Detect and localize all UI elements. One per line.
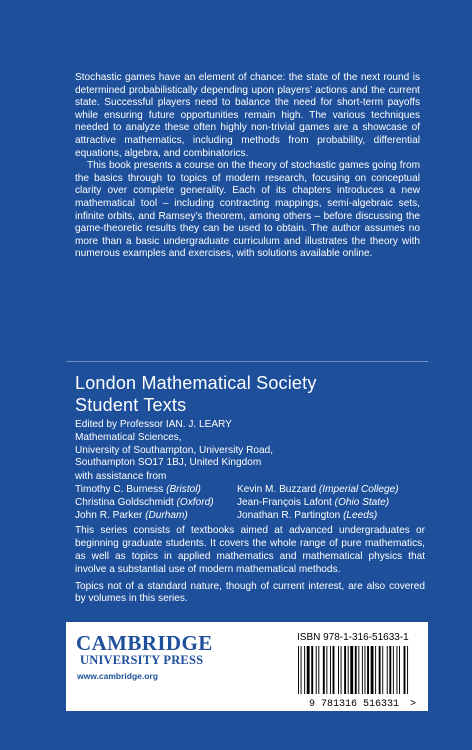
barcode-bar bbox=[304, 646, 305, 694]
editor-line: Edited by Professor IAN. J. LEARY bbox=[75, 419, 232, 430]
blurb-paragraph-1: Stochastic games have an element of chance: the state of the next round is determined probabilistically depending upon players’ actions and the current state. Successful players need to balance the need for short-term payoffs while ensuring future opportunities remain high. The various techniques needed to analyze these often highly non-trivial games are a showcase of attractive mathematics, including methods from probability, differential equations, algebra, and combinatorics. bbox=[75, 72, 420, 159]
series-title-line-2: Student Texts bbox=[75, 395, 187, 415]
barcode-bar bbox=[362, 646, 363, 694]
barcode-bar bbox=[371, 646, 374, 694]
barcode-close-mark: > bbox=[410, 698, 416, 708]
barcode-bar bbox=[355, 646, 357, 694]
contributor: Kevin M. Buzzard (Imperial College) bbox=[237, 483, 399, 495]
section-divider bbox=[66, 361, 428, 362]
contributor: Christina Goldschmidt (Oxford) bbox=[75, 496, 214, 508]
contributors-list bbox=[75, 484, 425, 522]
barcode-bar bbox=[338, 646, 339, 694]
barcode-bar bbox=[307, 646, 310, 694]
publisher-logo-cambridge: CAMBRIDGE bbox=[76, 631, 213, 655]
barcode-bar bbox=[389, 646, 391, 694]
publisher-website: www.cambridge.org bbox=[77, 671, 158, 681]
barcode-bar bbox=[365, 646, 366, 694]
barcode-bar bbox=[326, 646, 327, 694]
barcode-bar bbox=[348, 646, 349, 694]
barcode-bar bbox=[311, 646, 313, 694]
back-cover-blurb bbox=[75, 72, 420, 261]
barcode-bar bbox=[323, 646, 325, 694]
barcode-bar bbox=[393, 646, 394, 694]
contributor: Timothy C. Burness (Bristol) bbox=[75, 483, 201, 495]
barcode-bar bbox=[382, 646, 383, 694]
series-description: This series consists of textbooks aimed at advanced undergraduates or beginning graduate students. It covers the whole range of pure mathematics, as well as topics in applied mathematics and mathematical physics that involve a substantial use of modern mathematical methods. bbox=[75, 525, 425, 575]
publisher-footer bbox=[66, 622, 428, 711]
barcode-bar bbox=[367, 646, 369, 694]
barcode-bar bbox=[375, 646, 376, 694]
barcode-bar bbox=[407, 646, 408, 694]
barcode-bar bbox=[387, 646, 388, 694]
barcode-bar bbox=[399, 646, 400, 694]
barcode-bar bbox=[333, 646, 335, 694]
isbn-label: ISBN 978-1-316-51633-1 bbox=[297, 632, 409, 643]
barcode-bar bbox=[330, 646, 331, 694]
barcode-bar bbox=[298, 646, 299, 694]
barcode-bar bbox=[350, 646, 353, 694]
publisher-logo-university-press: UNIVERSITY PRESS bbox=[80, 653, 204, 667]
barcode-bar bbox=[316, 646, 317, 694]
editor-address-line: University of Southampton, University Road, bbox=[75, 444, 274, 456]
barcode-bar bbox=[396, 646, 397, 694]
barcode-bar bbox=[341, 646, 342, 694]
barcode-bar bbox=[318, 646, 319, 694]
barcode-digits: 9 781316 516331 bbox=[308, 699, 400, 708]
series-info bbox=[75, 419, 425, 606]
series-note: Topics not of a standard nature, though of current interest, are also covered by volumes in this series. bbox=[75, 580, 425, 605]
barcode-bar bbox=[379, 646, 381, 694]
contributor: Jean-François Lafont (Ohio State) bbox=[237, 496, 390, 508]
series-title bbox=[75, 372, 317, 416]
contributor: Jonathan R. Partington (Leeds) bbox=[237, 509, 378, 521]
barcode-bar bbox=[404, 646, 406, 694]
barcode-bar bbox=[301, 646, 302, 694]
barcode-icon bbox=[288, 644, 420, 708]
assistance-label: with assistance from bbox=[75, 471, 167, 483]
series-title-line-1: London Mathematical Society bbox=[75, 373, 317, 393]
barcode-bar bbox=[344, 646, 346, 694]
barcode-bar bbox=[358, 646, 359, 694]
editor-address-line: Mathematical Sciences, bbox=[75, 431, 182, 443]
contributor: John R. Parker (Durham) bbox=[75, 509, 188, 521]
blurb-paragraph-2: This book presents a course on the theory of stochastic games going from the basics through to topics of modern research, focusing on conceptual clarity over complete generality. Each of its chapters introduces a new mathematical tool – including contracting mappings, semi-algebraic sets, infinite orbits, and Ramsey’s theorem, among others – before discussing the game-theoretic results they can be used to obtain. The author assumes no more than a basic undergraduate curriculum and illustrates the theory with numerous examples and exercises, with solutions available online. bbox=[75, 160, 420, 260]
editor-address-line: Southampton SO17 1BJ, United Kingdom bbox=[75, 457, 262, 469]
